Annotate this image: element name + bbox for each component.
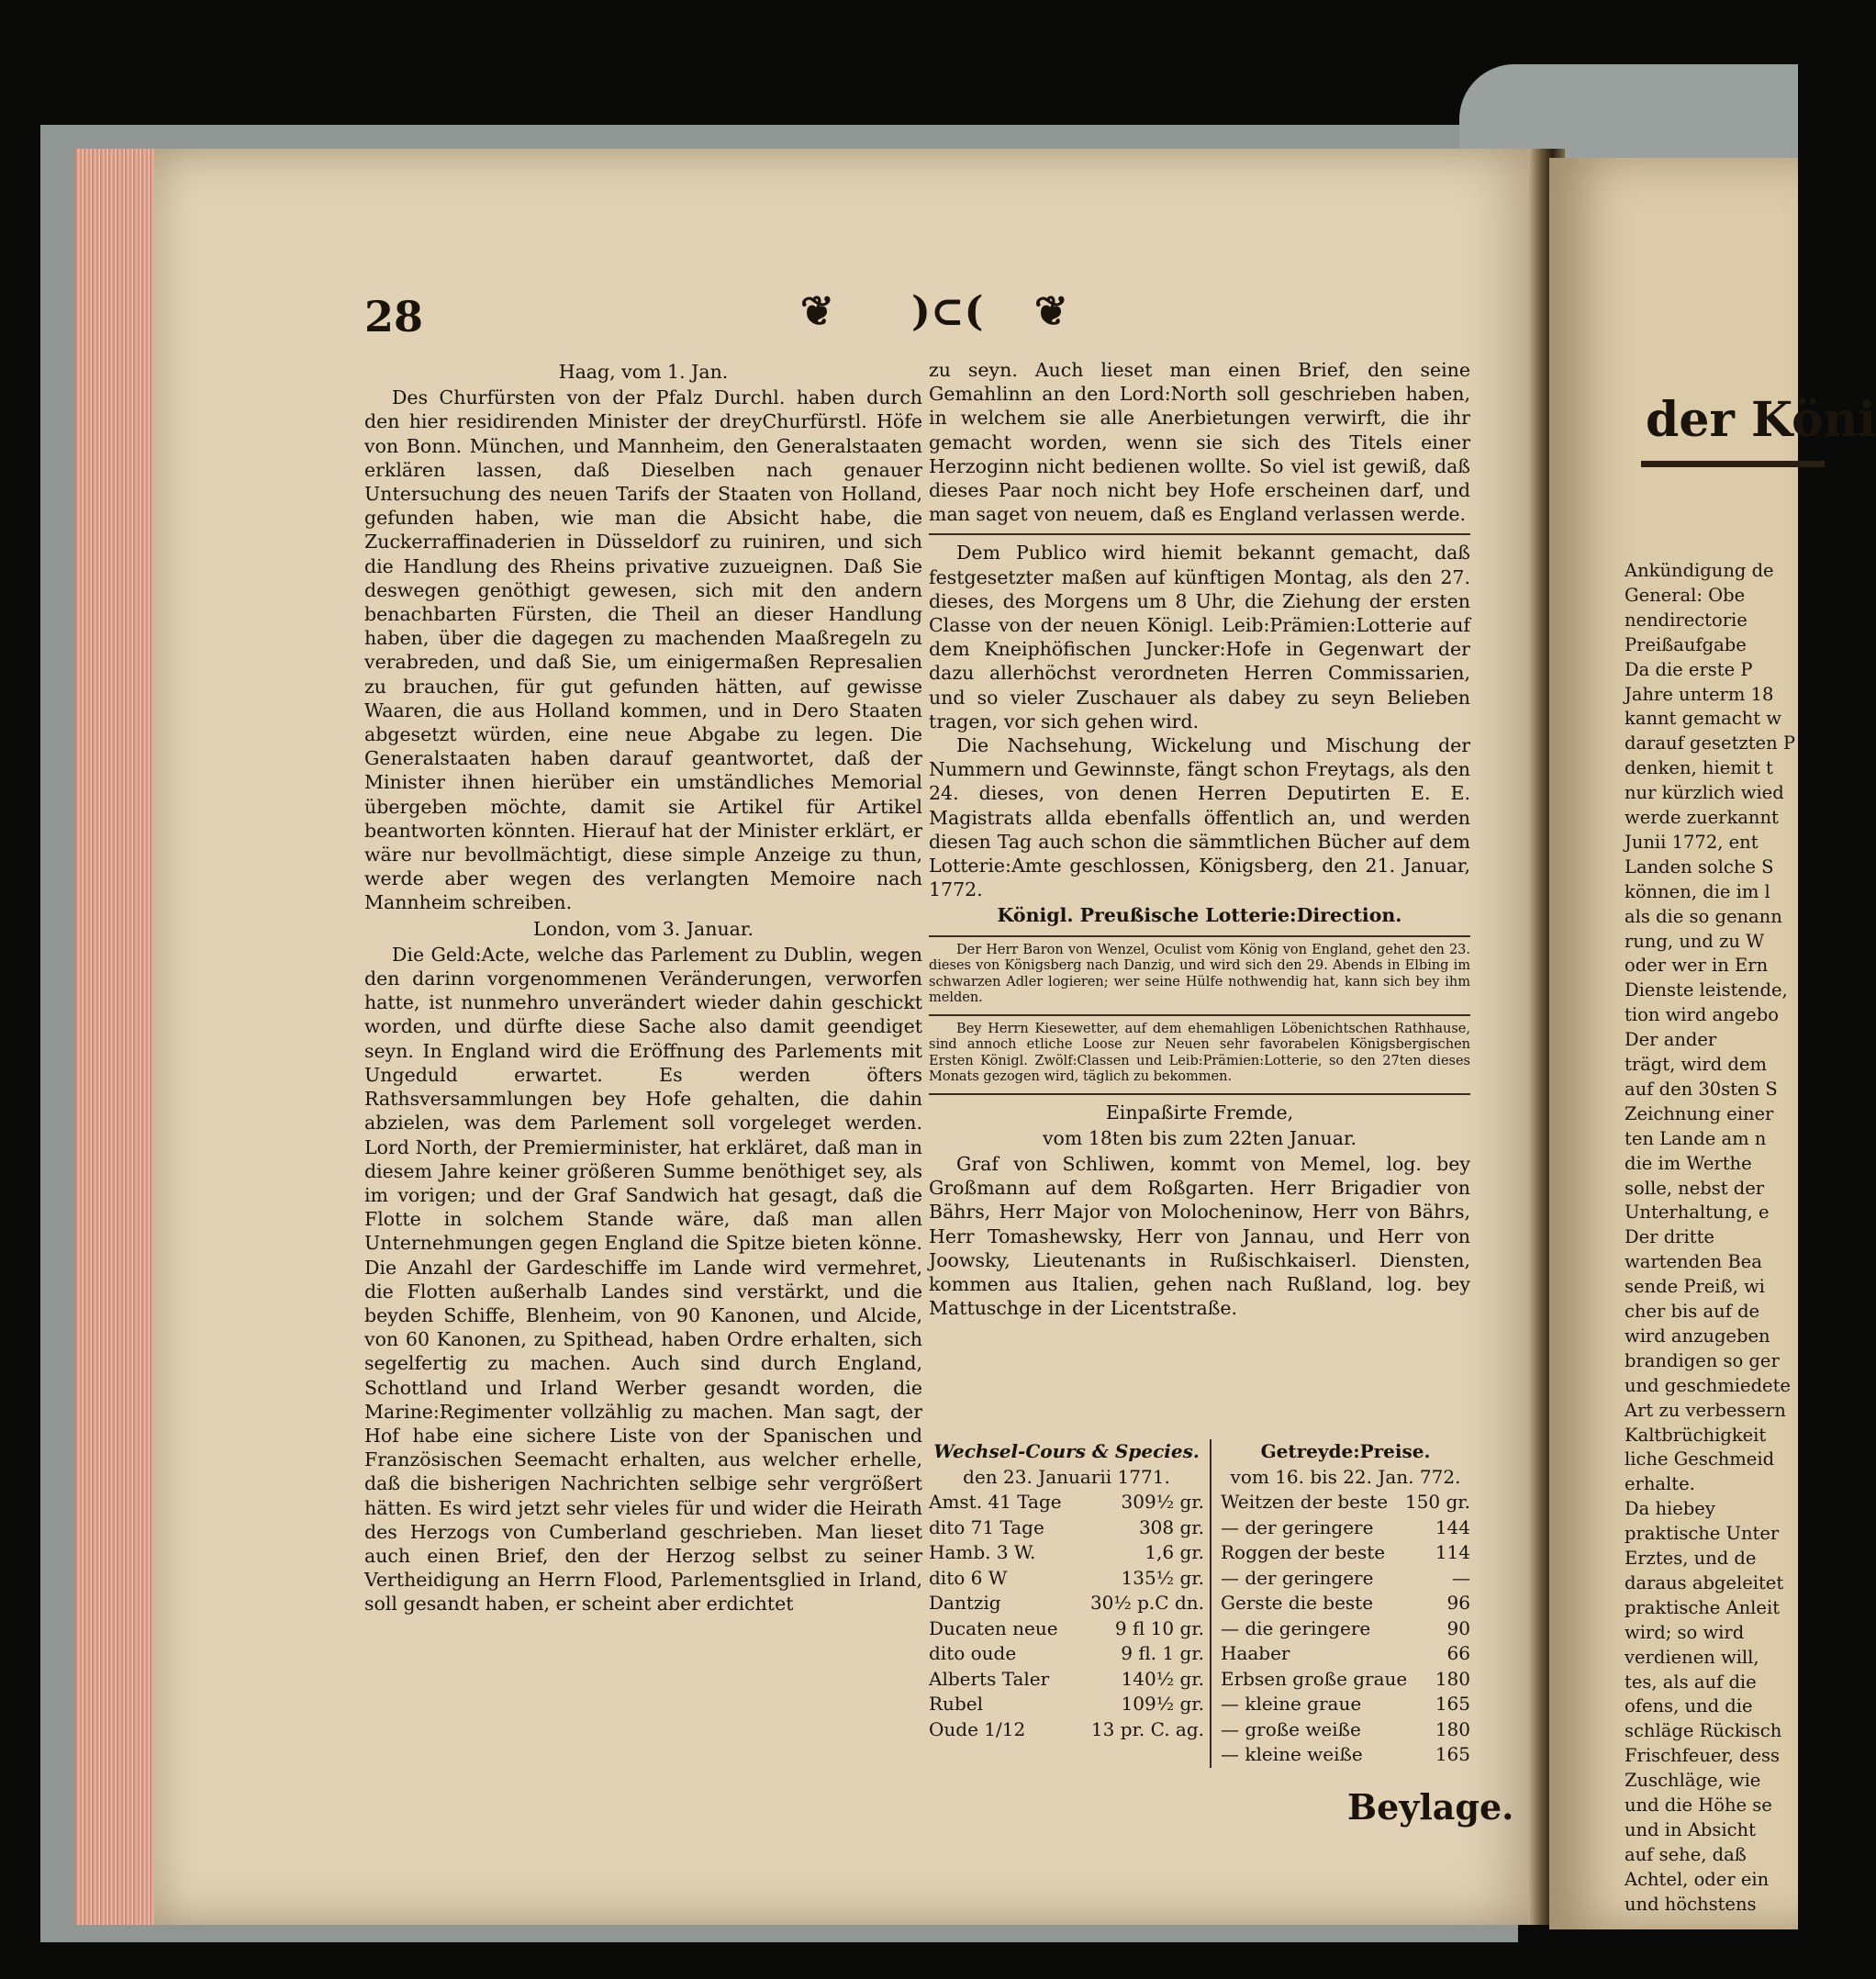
exchange-row-label: dito oude <box>929 1642 1017 1664</box>
haag-article: Des Churfürsten von der Pfalz Durchl. haben durch den hier residirenden Minister der dreyChurfürstl. Höfe von Bonn. München, und Mannheim, den Generalstaaten erklären lassen, daß Dieselben nach genauer Untersuchung des neuen Tarifs der Staaten von Holland, gefunden haben, wie man die Absicht habe, die Zuckerraffinaderien in Düsseldorf zu ruiniren, und sich die Handlung des Rheins privative zuzueignen. Daß Sie deswegen genöthigt gewesen, sich mit den andern benachbarten Fürsten, die Theil an dieser Handlung haben, über die dagegen zu machenden Maaßregeln zu verabreden, und daß Sie, um einigermaßen Represalien zu brauchen, für gut gefunden hätten, auf gewisse Waaren, die aus Holland kommen, und in Dero Staaten abgesetzt würden, eine neue Abgabe zu legen. Die Generalstaaten haben darauf geantwortet, daß der Minister ihnen hierüber ein umständliches Memorial übergeben möchte, damit sie Artikel für Artikel beantworten könnten. Hierauf hat der Minister erklärt, er wäre nur bevollmächtigt, diese simple Anzeige zu thun, werde aber wegen des verlangten Memoire nach Mannheim schreiben. <box>364 386 922 914</box>
facing-page-line: und die Höhe se <box>1625 1795 1772 1816</box>
facing-page-line: Landen solche S <box>1625 855 1774 878</box>
exchange-row-value: 30½ p.C dn. <box>1089 1592 1204 1614</box>
facing-page-line: Junii 1772, ent <box>1625 831 1759 853</box>
grain-row-value: 150 gr. <box>1404 1491 1470 1513</box>
facing-page-line: Zeichnung einer <box>1625 1102 1774 1124</box>
exchange-row <box>929 1667 1204 1693</box>
lottery-notice-2: Die Nachsehung, Wickelung und Mischung der Nummern und Gewinnste, fängt schon Freytags, als den 24. dieses, von denen Herren Deputirten E. E. Magistrats allda ebenfalls öffentlich an, und werden diesen Tag auch schon die sämmtlichen Bücher auf dem Lotterie:Amte geschlossen, Königsberg, den 21. Januar, 1772. <box>929 734 1470 901</box>
grain-row <box>1221 1717 1470 1743</box>
oculist-notice: Der Herr Baron von Wenzel, Oculist vom König von England, gehet den 23. dieses von Königsberg nach Danzig, und wird sich den 29. Abends in Elbing im schwarzen Adler logieren; wer seine Hülfe nothwendig hat, kann sich bey ihm melden. <box>929 942 1470 1006</box>
grain-row-value: 90 <box>1446 1616 1470 1639</box>
grain-row-label: Weitzen der beste <box>1221 1491 1389 1513</box>
divider <box>929 1014 1470 1016</box>
facing-page-line: ten Lande am n <box>1625 1127 1767 1149</box>
facing-page-line: denken, hiemit t <box>1625 757 1773 779</box>
exchange-row-label: Dantzig <box>929 1592 1001 1614</box>
exchange-row-value: 9 fl. 1 gr. <box>1121 1642 1204 1664</box>
exchange-row-label: Amst. 41 Tage <box>929 1491 1062 1513</box>
facing-page-line: nur kürzlich wied <box>1625 782 1784 804</box>
facing-page-line: Achtel, oder ein <box>1625 1868 1770 1890</box>
page-number: 28 <box>364 292 424 341</box>
exchange-row-label: Oude 1/12 <box>929 1717 1026 1740</box>
exchange-table <box>929 1439 1212 1768</box>
divider <box>929 935 1470 937</box>
exchange-row-value: 13 pr. C. ag. <box>1090 1717 1204 1740</box>
grain-row-label: — der geringere <box>1221 1515 1374 1538</box>
facing-page-line: die im Werthe <box>1625 1152 1752 1174</box>
lottery-notice: Dem Publico wird hiemit bekannt gemacht, daß festgesetzter maßen auf künftigen Montag, als den 27. dieses, des Morgens um 8 Uhr, die Ziehung der ersten Classe von der neuen Königl. Leib:Prämien:Lotterie auf dem Kneiphöfischen Juncker:Hofe in Gegenwart der dazu allerhöchst verordneten Herren Commissarien, und so vieler Zuschauer als dabey zu seyn Belieben tragen, vor sich gehen wird. <box>929 542 1470 732</box>
grain-table-title: Getreyde:Preise. <box>1260 1440 1431 1462</box>
grain-row-label: Gerste die beste <box>1221 1592 1374 1614</box>
grain-row-label: — kleine weiße <box>1221 1743 1363 1765</box>
grain-table <box>1212 1439 1470 1768</box>
exchange-row-value: 1,6 gr. <box>1145 1541 1204 1563</box>
ornament-right-icon: ❦ <box>1034 288 1068 335</box>
price-tables <box>929 1439 1470 1768</box>
exchange-row-value: 309½ gr. <box>1121 1491 1204 1513</box>
facing-page-line: Jahre unterm 18 <box>1625 683 1774 705</box>
facing-page-line: werde zuerkannt <box>1625 807 1779 828</box>
exchange-table-date: den 23. Januarii 1771. <box>963 1465 1170 1488</box>
exchange-row-value: 109½ gr. <box>1121 1693 1204 1715</box>
grain-row <box>1221 1742 1470 1768</box>
facing-page-line: Dienste leistende, <box>1625 979 1788 1001</box>
facing-page-line: als die so genann <box>1625 905 1782 927</box>
arrivals-subheading: vom 18ten bis zum 22ten Januar. <box>1042 1126 1357 1149</box>
exchange-row-label: Hamb. 3 W. <box>929 1541 1036 1563</box>
catchword: Beylage. <box>1347 1786 1514 1828</box>
facing-page-line: schläge Rückisch <box>1625 1720 1782 1742</box>
grain-row-label: Haaber <box>1221 1642 1290 1664</box>
exchange-row <box>929 1540 1204 1566</box>
exchange-row <box>929 1566 1204 1592</box>
divider <box>929 1093 1470 1095</box>
exchange-row-label: dito 6 W <box>929 1566 1008 1589</box>
grain-row-value: 180 <box>1435 1667 1470 1690</box>
grain-row-value: 165 <box>1435 1743 1470 1765</box>
grain-row <box>1221 1540 1470 1566</box>
divider <box>929 533 1470 535</box>
facing-page-line: wird anzugeben <box>1625 1325 1770 1347</box>
grain-table-date: vom 16. bis 22. Jan. 772. <box>1230 1465 1461 1488</box>
facing-page-line: cher bis auf de <box>1625 1301 1760 1322</box>
grain-row <box>1221 1667 1470 1693</box>
facing-page-rule <box>1641 461 1825 467</box>
exchange-row-label: Rubel <box>929 1693 983 1715</box>
grain-row-value: 144 <box>1435 1515 1470 1538</box>
facing-page-line: nendirectorie <box>1625 609 1748 631</box>
facing-page-line: wartenden Bea <box>1625 1251 1762 1273</box>
grain-row-value: 165 <box>1435 1693 1470 1715</box>
grain-row-value: 114 <box>1435 1541 1470 1563</box>
facing-page-line: und höchstens <box>1625 1893 1757 1915</box>
grain-row <box>1221 1616 1470 1642</box>
facing-page-line: Erztes, und de <box>1625 1548 1757 1569</box>
grain-row-value: 96 <box>1446 1592 1470 1614</box>
facing-page-line: Preißaufgabe <box>1625 633 1747 655</box>
facing-page-line: kannt gemacht w <box>1625 708 1781 730</box>
london-article: Die Geld:Acte, welche das Parlement zu Dublin, wegen den darinn vorgenommenen Veränderungen, verworfen hatte, ist nunmehro unverändert wieder dahin geschickt worden, und dürfte diese Sache also damit geendiget seyn. In England wird die Eröffnung des Parlements mit Ungeduld erwartet. Es werden öfters Rathsversammlungen bey Hofe gehalten, die dahin abzielen, was dem Parlement soll vorgeleget werden. Lord North, der Premierminister, hat erkläret, daß man in diesem Jahre keiner größeren Summe benöthiget sey, als im vorigen; und der Graf Sandwich hat gesagt, daß die Flotte in solchem Stande wäre, daß man allen Unternehmungen gegen England die Spitze bieten könne. Die Anzahl der Gardeschiffe im Lande wird vermehret, die Flotten außerhalb Landes sind verstärkt, und die beyden Schiffe, Blenheim, von 90 Kanonen, und Alcide, von 60 Kanonen, zu Spithead, haben Ordre erhalten, sich segelfertig zu machen. Auch sind durch England, Schottland und Irland Werber gesandt worden, die Marine:Regimenter vollzählig zu machen. Man sagt, der Hof habe eine sichere Liste von der Spanischen und Französischen Seemacht erhalten, aus welcher erhelle, daß die bisherigen Nachrichten selbige sehr vergrößert hätten. Es wird jetzt sehr vieles für und wider die Heirath des Herzogs von Cumberland geschrieben. Man lieset auch einen Brief, den der Herzog selbst zu seiner Vertheidigung an Herrn Flood, Parlementsglied in Irland, soll gesandt haben, er scheint aber erdichtet <box>364 943 922 1616</box>
exchange-row <box>929 1591 1204 1616</box>
facing-page-line: daraus abgeleitet <box>1625 1571 1784 1593</box>
facing-page-line: brandigen so ger <box>1625 1349 1780 1371</box>
facing-page-line: solle, nebst der <box>1625 1177 1765 1199</box>
exchange-row <box>929 1490 1204 1515</box>
facing-page-line: Frischfeuer, dess <box>1625 1745 1781 1767</box>
facing-page-line: können, die im l <box>1625 880 1770 902</box>
arrivals-text: Graf von Schliwen, kommt von Memel, log. bey Großmann auf dem Roßgarten. Herr Brigadier von Bährs, Herr Major von Molocheninow, Herr von Bährs, Herr Tomashewsky, Herr von Jannau, und Herr von Joowsky, Lieutenants in Rußischkaiserl. Diensten, kommen aus Italien, gehen nach Rußland, log. bey Mattuschge in der Licentstraße. <box>929 1153 1470 1320</box>
haag-heading: Haag, vom 1. Jan. <box>558 361 729 383</box>
exchange-row-label: Ducaten neue <box>929 1616 1058 1639</box>
london-article-continuation: zu seyn. Auch lieset man einen Brief, den seine Gemahlinn an den Lord:North soll geschrieben haben, in welchem sie alle Anerbietungen verwirft, die ihr gemacht worden, wenn sie sich des Titels einer Herzoginn nicht bedienen wollte. So viel ist gewiß, daß dieses Paar noch nicht bey Hofe erscheinen darf, und man saget von neuem, daß es England verlassen werde. <box>929 359 1470 526</box>
facing-page-line: darauf gesetzten P <box>1625 732 1795 755</box>
ornament-left-icon: ❦ <box>800 288 834 335</box>
facing-page-line: wird; so wird <box>1625 1621 1745 1643</box>
exchange-row <box>929 1616 1204 1642</box>
page-edges <box>75 149 167 1925</box>
right-column <box>929 358 1470 1321</box>
grain-row-value: — <box>1452 1566 1470 1589</box>
arrivals-heading: Einpaßirte Fremde, <box>1105 1101 1294 1124</box>
exchange-row-label: dito 71 Tage <box>929 1515 1044 1538</box>
facing-page-line: und in Absicht <box>1625 1818 1756 1840</box>
facing-page-line: Zuschläge, wie <box>1625 1770 1761 1792</box>
grain-row <box>1221 1641 1470 1667</box>
grain-row-label: Roggen der beste <box>1221 1541 1386 1563</box>
facing-page-line: Da hiebey <box>1625 1498 1715 1520</box>
exchange-row <box>929 1515 1204 1541</box>
facing-page-line: praktische Anleit <box>1625 1596 1781 1618</box>
grain-row-label: — kleine graue <box>1221 1693 1362 1715</box>
newspaper-page-right <box>1549 158 1876 1929</box>
grain-row-label: — der geringere <box>1221 1566 1374 1589</box>
facing-page-line: Kaltbrüchigkeit <box>1625 1424 1767 1446</box>
facing-page-line: Ankündigung de <box>1625 560 1774 581</box>
grain-row-label: — die geringere <box>1221 1616 1371 1639</box>
grain-row <box>1221 1515 1470 1541</box>
facing-page-line: verdienen will, <box>1625 1646 1759 1668</box>
grain-row-label: Erbsen große graue <box>1221 1667 1408 1690</box>
loose-notice: Bey Herrn Kiesewetter, auf dem ehemahligen Löbenichtschen Rathhause, sind annoch etliche Loose zur Neuen sehr favorabelen Königsbergischen Ersten Königl. Zwölf:Classen und Leib:Prämien:Lotterie, so den 27ten dieses Monats gezogen wird, täglich zu bekommen. <box>929 1021 1470 1085</box>
facing-page-line: General: Obe <box>1625 584 1746 606</box>
facing-page-line: Der ander <box>1625 1029 1717 1051</box>
facing-page-line: Da die erste P <box>1625 658 1753 680</box>
facing-page-line: erhalte. <box>1625 1473 1695 1495</box>
facing-page-line: rung, und zu W <box>1625 930 1765 952</box>
london-heading: London, vom 3. Januar. <box>533 917 754 940</box>
lottery-signature: Königl. Preußische Lotterie:Direction. <box>997 904 1402 927</box>
facing-page-line: tes, als auf die <box>1625 1671 1757 1693</box>
facing-page-line: sende Preiß, wi <box>1625 1276 1765 1298</box>
facing-page-line: Unterhaltung, e <box>1625 1202 1770 1224</box>
grain-row <box>1221 1490 1470 1515</box>
exchange-row <box>929 1692 1204 1717</box>
exchange-row-value: 135½ gr. <box>1121 1566 1204 1589</box>
facing-page-line: Art zu verbessern <box>1625 1399 1786 1421</box>
grain-row <box>1221 1692 1470 1717</box>
grain-row-label: — große weiße <box>1221 1717 1361 1740</box>
exchange-row <box>929 1717 1204 1743</box>
facing-page-line: und geschmiedete <box>1625 1374 1791 1396</box>
exchange-row-value: 308 gr. <box>1138 1515 1204 1538</box>
facing-page-line: trägt, wird dem <box>1625 1054 1767 1075</box>
ornament-center-icon: )⊂( <box>911 288 984 335</box>
exchange-table-title: Wechsel-Cours & Species. <box>933 1440 1200 1462</box>
facing-page-title: der Köni <box>1646 392 1876 448</box>
facing-page-line: tion wird angebo <box>1625 1004 1779 1026</box>
exchange-row-value: 140½ gr. <box>1121 1667 1204 1690</box>
grain-row-value: 180 <box>1435 1717 1470 1740</box>
facing-page-line: Der dritte <box>1625 1226 1714 1248</box>
facing-page-line: liche Geschmeid <box>1625 1448 1775 1470</box>
grain-row <box>1221 1591 1470 1616</box>
facing-page-line: oder wer in Ern <box>1625 955 1769 977</box>
facing-page-line: auf den 30sten S <box>1625 1078 1778 1100</box>
facing-page-line: auf sehe, daß <box>1625 1843 1747 1865</box>
exchange-row-label: Alberts Taler <box>929 1667 1050 1690</box>
grain-row-value: 66 <box>1446 1642 1470 1664</box>
exchange-row-value: 9 fl 10 gr. <box>1114 1616 1204 1639</box>
exchange-row <box>929 1641 1204 1667</box>
grain-row <box>1221 1566 1470 1592</box>
left-column <box>364 358 922 1616</box>
facing-page-line: ofens, und die <box>1625 1695 1753 1717</box>
facing-page-line: praktische Unter <box>1625 1523 1780 1545</box>
